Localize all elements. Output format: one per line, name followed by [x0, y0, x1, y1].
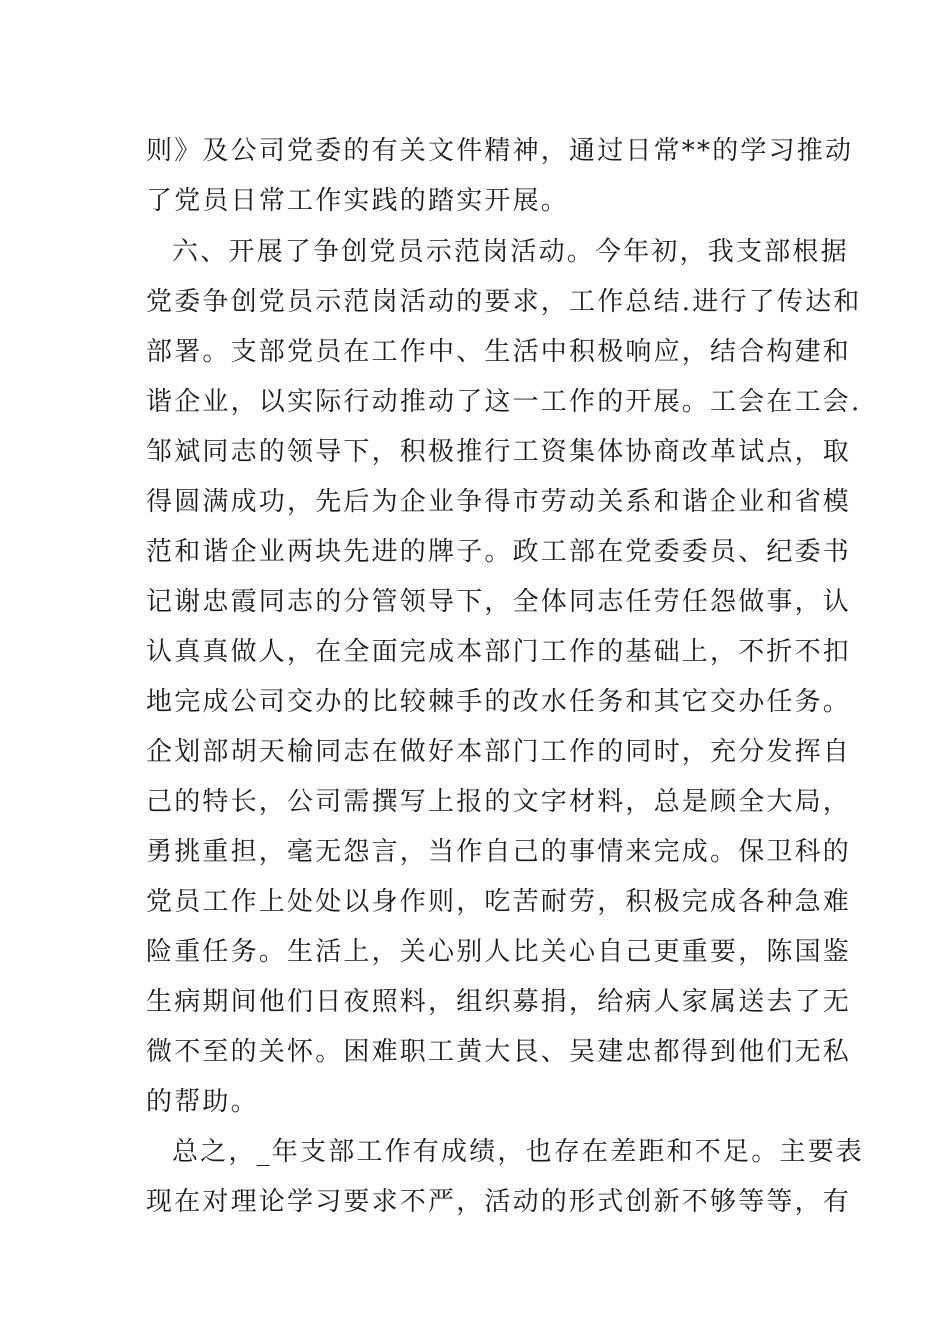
text-line: 地完成公司交办的比较棘手的改水任务和其它交办任务。	[146, 687, 852, 717]
text-line: 微不至的关怀。困难职工黄大艮、吴建忠都得到他们无私	[146, 1037, 852, 1067]
text-line: 生病期间他们日夜照料，组织募捐，给病人家属送去了无	[146, 987, 852, 1017]
text-line: 邹斌同志的领导下，积极推行工资集体协商改革试点，取	[146, 437, 852, 467]
text-line: 范和谐企业两块先进的牌子。政工部在党委委员、纪委书	[146, 537, 852, 567]
text-line: 记谢忠霞同志的分管领导下，全体同志任劳任怨做事，认	[146, 587, 852, 617]
text-line: 企划部胡天榆同志在做好本部门工作的同时，充分发挥自	[146, 737, 852, 767]
text-line: 党委争创党员示范岗活动的要求，工作总结.进行了传达和	[146, 287, 862, 317]
text-line: 的帮助。	[146, 1087, 259, 1117]
text-line: 现在对理论学习要求不严，活动的形式创新不够等等，有	[146, 1187, 852, 1217]
text-line: 谐企业，以实际行动推动了这一工作的开展。工会在工会.	[146, 387, 862, 417]
text-line: 认真真做人，在全面完成本部门工作的基础上，不折不扣	[146, 637, 852, 667]
paragraph-start-line: 六、开展了争创党员示范岗活动。今年初，我支部根据	[172, 237, 849, 267]
text-line: 部署。支部党员在工作中、生活中积极响应，结合构建和	[146, 337, 852, 367]
text-line: 险重任务。生活上，关心别人比关心自己更重要，陈国鉴	[146, 937, 852, 967]
text-line: 己的特长，公司需撰写上报的文字材料，总是顾全大局，	[146, 787, 852, 817]
text-line: 勇挑重担，毫无怨言，当作自己的事情来完成。保卫科的	[146, 837, 852, 867]
text-line: 则》及公司党委的有关文件精神，通过日常**的学习推动	[146, 136, 854, 166]
text-line: 了党员日常工作实践的踏实开展。	[146, 186, 570, 216]
text-line: 党员工作上处处以身作则，吃苦耐劳，积极完成各种急难	[146, 887, 852, 917]
paragraph-start-line: 总之，_年支部工作有成绩，也存在差距和不足。主要表	[172, 1137, 865, 1167]
text-line: 得圆满成功，先后为企业争得市劳动关系和谐企业和省模	[146, 487, 852, 517]
